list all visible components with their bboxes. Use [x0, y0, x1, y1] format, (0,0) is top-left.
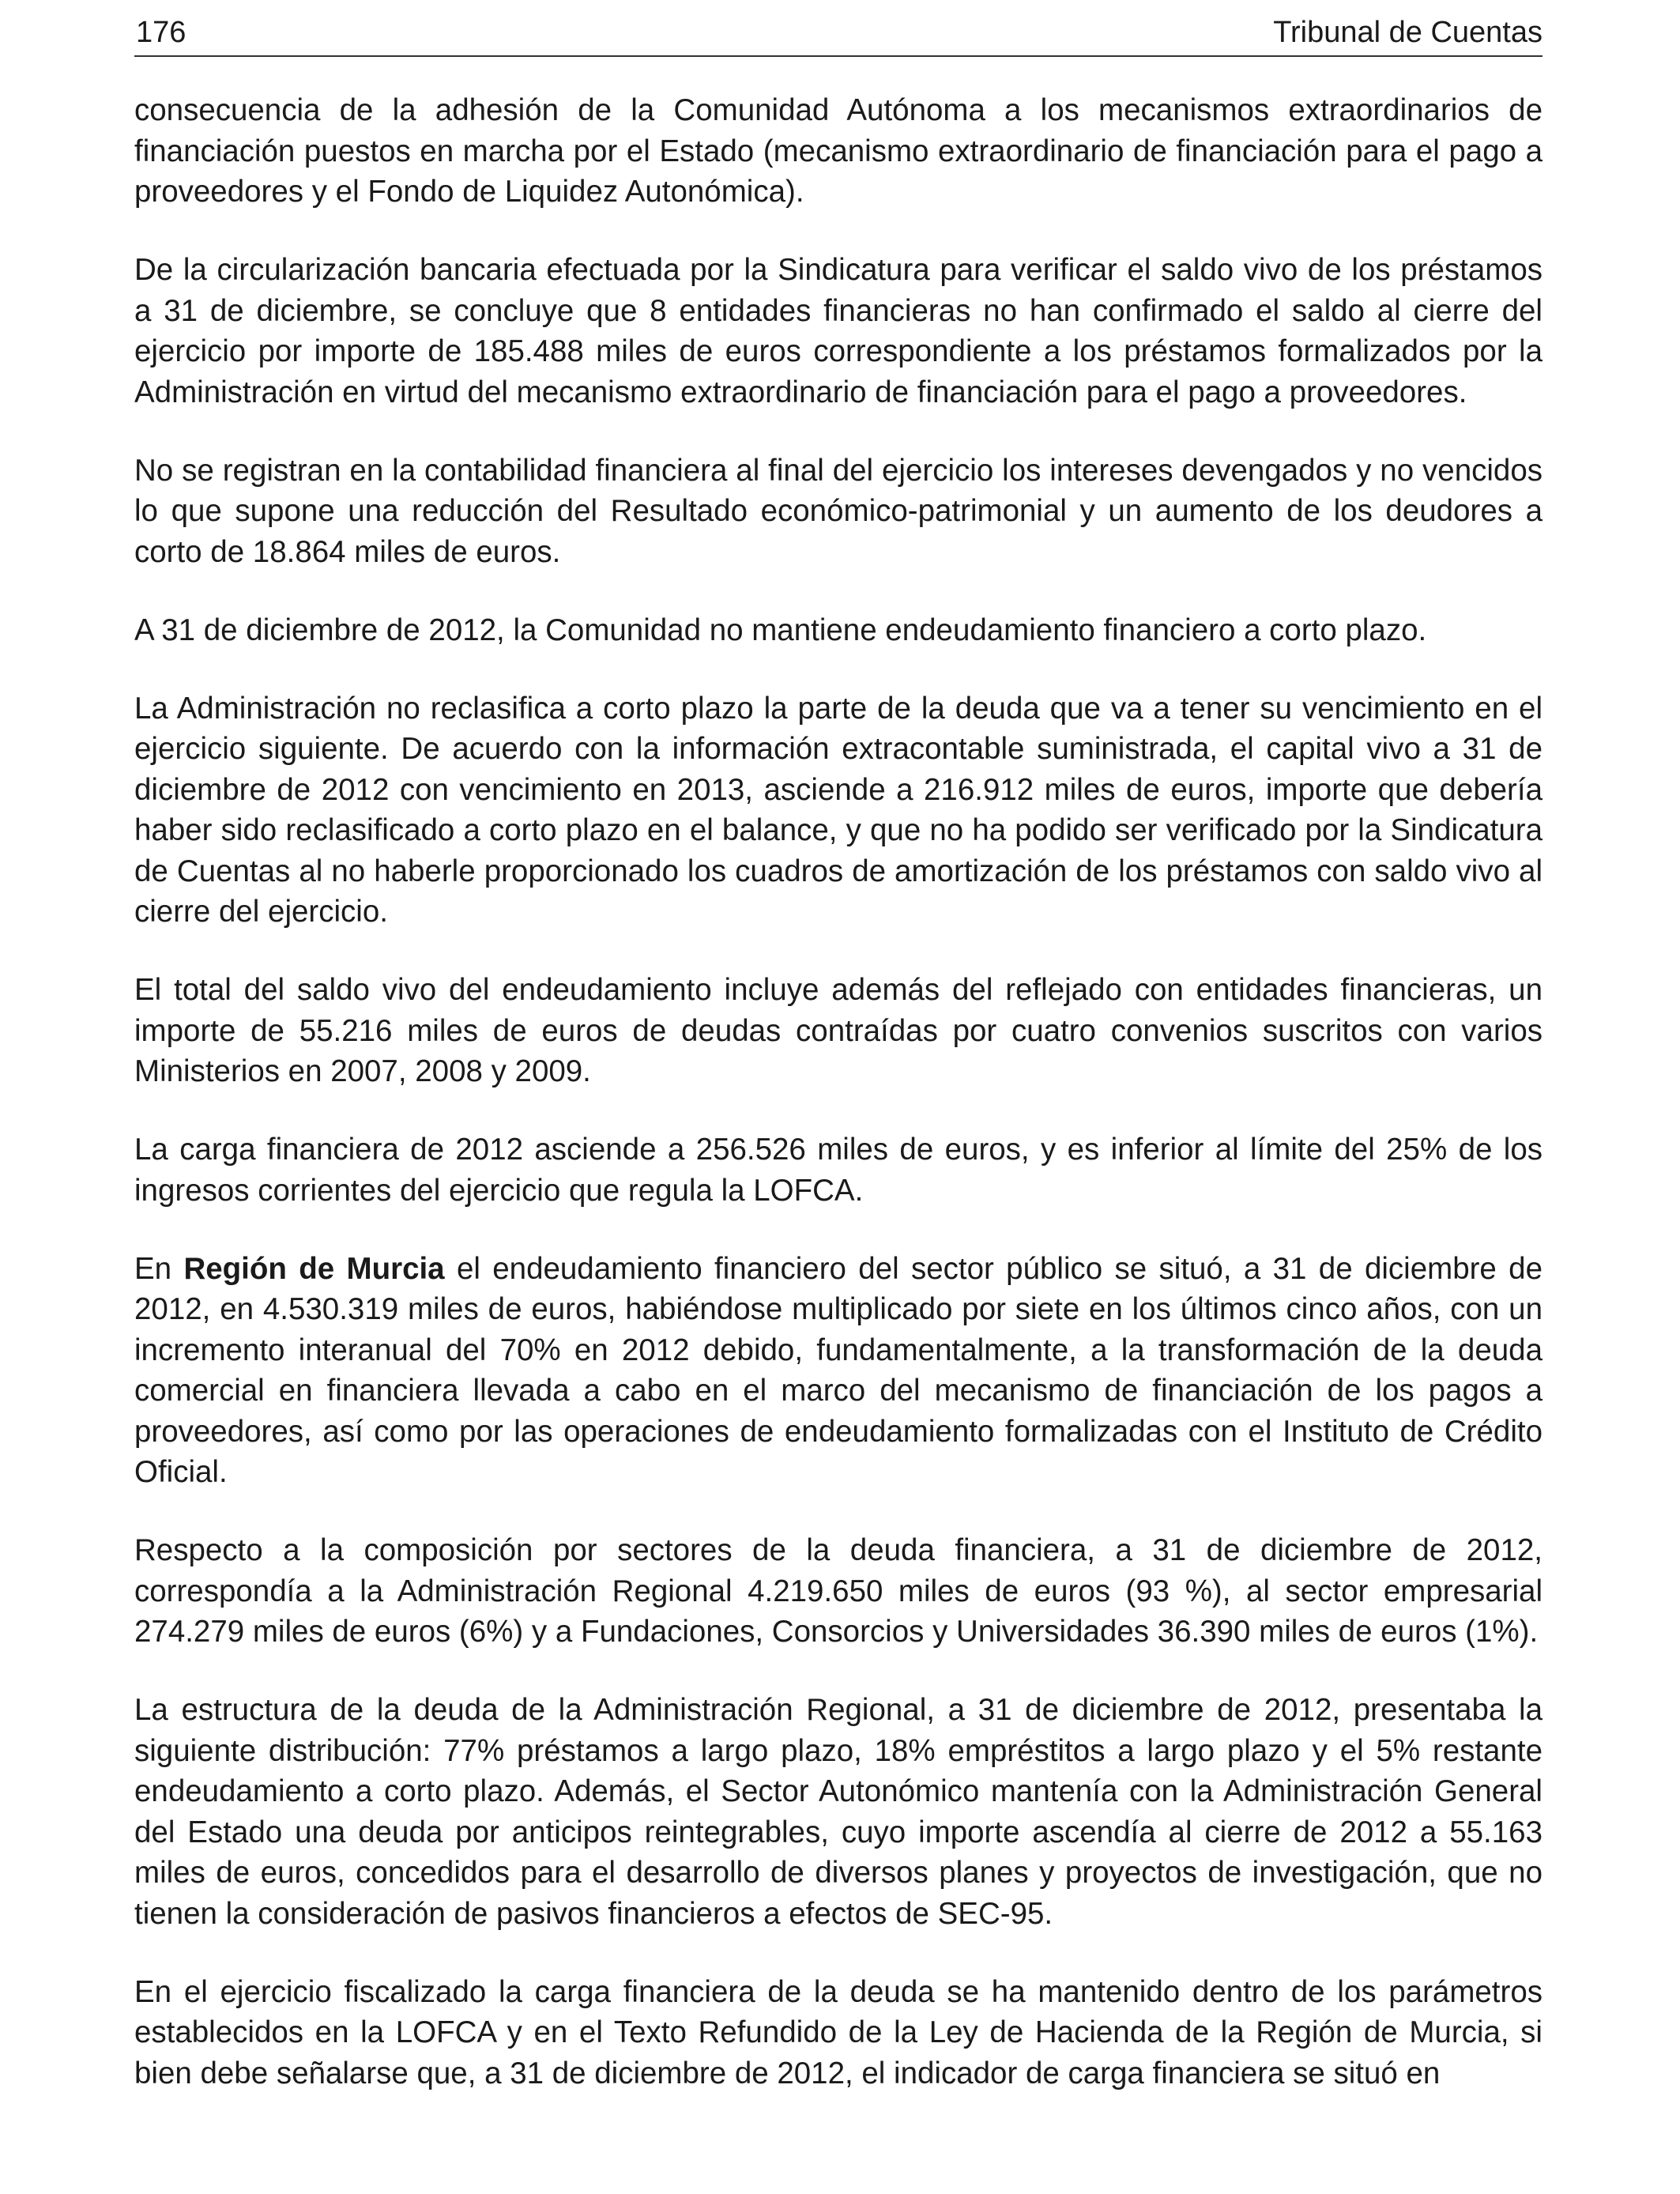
- paragraph: La estructura de la deuda de la Administración Regional, a 31 de diciembre de 2012, presentaba la siguiente distribución: 77% préstamos a largo plazo, 18% empréstitos a largo plazo y el 5% restante endeudamiento a corto plazo. Además, el Sector Autonómico mantenía con la Administración General del Estado una deuda por anticipos reintegrables, cuyo importe ascendía al cierre de 2012 a 55.163 miles de euros, concedidos para el desarrollo de diversos planes y proyectos de investigación, que no tienen la consideración de pasivos financieros a efectos de SEC-95.: [134, 1693, 1543, 1931]
- paragraph: En el ejercicio fiscalizado la carga financiera de la deuda se ha mantenido dentro de los parámetros establecidos en la LOFCA y en el Texto Refundido de la Ley de Hacienda de la Región de Murcia, si bien debe señalarse que, a 31 de diciembre de 2012, el indicador de carga financiera se situó en: [134, 1974, 1543, 2090]
- paragraph: El total del saldo vivo del endeudamiento incluye además del reflejado con entidades financieras, un importe de 55.216 miles de euros de deudas contraídas por cuatro convenios suscritos con varios Ministerios en 2007, 2008 y 2009.: [134, 973, 1543, 1088]
- document-body: [134, 90, 1543, 2132]
- region-name: Región de Murcia: [183, 1251, 445, 1286]
- paragraph: No se registran en la contabilidad financiera al final del ejercicio los intereses devengados y no vencidos lo que supone una reducción del Resultado económico-patrimonial y un aumento de los deudores a corto de 18.864 miles de euros.: [134, 453, 1543, 569]
- paragraph-rest: el endeudamiento financiero del sector público se situó, a 31 de diciembre de 2012, en 4.530.319 miles de euros, habiéndose multiplicado por siete en los últimos cinco años, con un incremento interanual del 70% en 2012 debido, fundamentalmente, a la transformación de la deuda comercial en financiera llevada a cabo en el marco del mecanismo de financiación de los pagos a proveedores, así como por las operaciones de endeudamiento formalizadas con el Instituto de Crédito Oficial.: [134, 1251, 1543, 1489]
- paragraph: La Administración no reclasifica a corto plazo la parte de la deuda que va a tener su vencimiento en el ejercicio siguiente. De acuerdo con la información extracontable suministrada, el capital vivo a 31 de diciembre de 2012 con vencimiento en 2013, asciende a 216.912 miles de euros, importe que debería haber sido reclasificado a corto plazo en el balance, y que no ha podido ser verificado por la Sindicatura de Cuentas al no haberle proporcionado los cuadros de amortización de los préstamos con saldo vivo al cierre del ejercicio.: [134, 691, 1543, 929]
- document-page: [134, 0, 1543, 2194]
- paragraph-lead: En: [134, 1251, 184, 1286]
- paragraph: Respecto a la composición por sectores de la deuda financiera, a 31 de diciembre de 2012, correspondía a la Administración Regional 4.219.650 miles de euros (93 %), al sector empresarial 274.279 miles de euros (6%) y a Fundaciones, Consorcios y Universidades 36.390 miles de euros (1%).: [134, 1533, 1543, 1649]
- paragraph: consecuencia de la adhesión de la Comunidad Autónoma a los mecanismos extraordinarios de financiación puestos en marcha por el Estado (mecanismo extraordinario de financiación para el pago a proveedores y el Fondo de Liquidez Autonómica).: [134, 93, 1543, 209]
- running-title: Tribunal de Cuentas: [1273, 16, 1543, 49]
- page-header: [134, 14, 1543, 57]
- paragraph-region-murcia: [134, 1249, 1543, 1493]
- paragraph: A 31 de diciembre de 2012, la Comunidad no mantiene endeudamiento financiero a corto plazo.: [134, 613, 1427, 647]
- paragraph: La carga financiera de 2012 asciende a 256.526 miles de euros, y es inferior al límite del 25% de los ingresos corrientes del ejercicio que regula la LOFCA.: [134, 1133, 1543, 1208]
- paragraph: De la circularización bancaria efectuada por la Sindicatura para verificar el saldo vivo de los préstamos a 31 de diciembre, se concluye que 8 entidades financieras no han confirmado el saldo al cierre del ejercicio por importe de 185.488 miles de euros correspondiente a los préstamos formalizados por la Administración en virtud del mecanismo extraordinario de financiación para el pago a proveedores.: [134, 253, 1543, 409]
- page-number: 176: [136, 16, 186, 49]
